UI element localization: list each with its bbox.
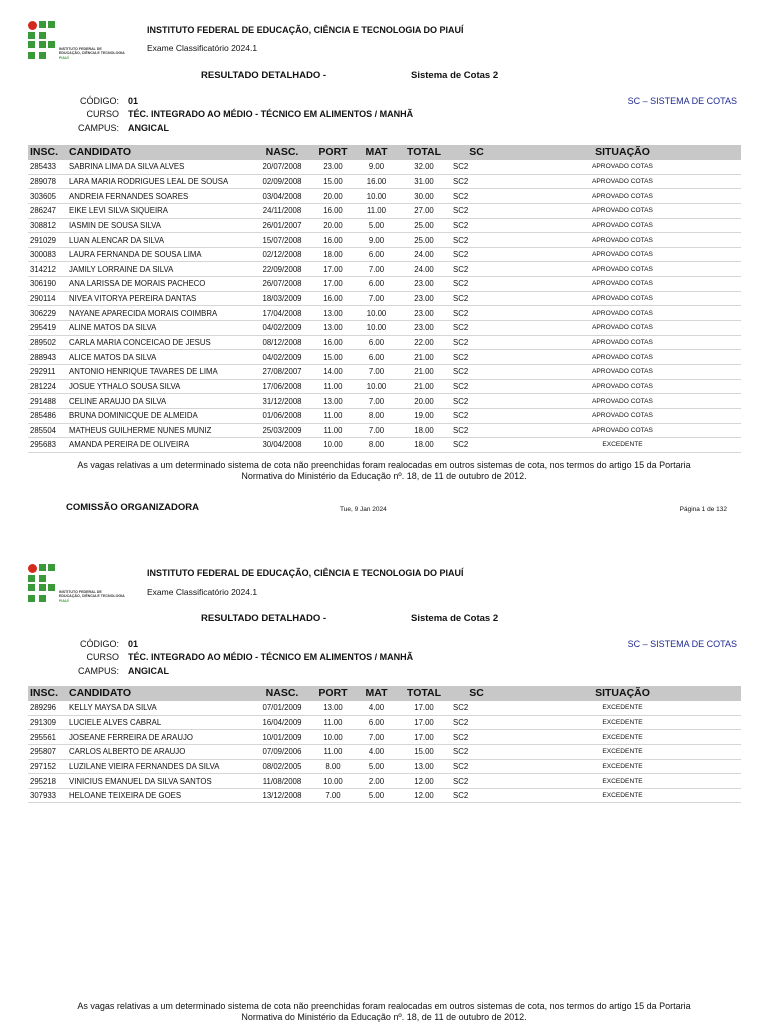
cell-mat: 8.00 <box>354 438 399 453</box>
cell-port: 16.00 <box>312 335 354 350</box>
cell-nasc: 08/02/2005 <box>252 759 312 774</box>
cell-situacao: APROVADO COTAS <box>504 262 741 277</box>
table-row <box>28 233 741 248</box>
curso-label: CURSO <box>86 652 119 662</box>
cell-insc: 297152 <box>28 759 67 774</box>
cell-sc: SC2 <box>449 160 504 174</box>
cell-nasc: 17/04/2008 <box>252 306 312 321</box>
result-title: RESULTADO DETALHADO - <box>201 613 327 624</box>
table-row <box>28 701 741 715</box>
cell-sc: SC2 <box>449 203 504 218</box>
curso-value: TÉC. INTEGRADO AO MÉDIO - TÉCNICO EM ALIMENTOS / MANHÃ <box>128 109 414 119</box>
cell-port: 14.00 <box>312 364 354 379</box>
cell-candidato: LUZILANE VIEIRA FERNANDES DA SILVA <box>67 759 252 774</box>
cell-candidato: ANTONIO HENRIQUE TAVARES DE LIMA <box>67 364 252 379</box>
campus-value: ANGICAL <box>128 123 169 133</box>
cell-total: 17.00 <box>399 730 449 745</box>
cell-candidato: LUCIELE ALVES CABRAL <box>67 715 252 730</box>
table-row <box>28 379 741 394</box>
cell-port: 13.00 <box>312 701 354 715</box>
cell-situacao: APROVADO COTAS <box>504 233 741 248</box>
cell-situacao: APROVADO COTAS <box>504 379 741 394</box>
cell-candidato: CARLOS ALBERTO DE ARAUJO <box>67 744 252 759</box>
results-table-page-2 <box>28 686 741 803</box>
cell-sc: SC2 <box>449 788 504 803</box>
cell-sc: SC2 <box>449 438 504 453</box>
cell-mat: 7.00 <box>354 730 399 745</box>
cell-mat: 16.00 <box>354 174 399 189</box>
cell-situacao: APROVADO COTAS <box>504 408 741 423</box>
cell-candidato: IASMIN DE SOUSA SILVA <box>67 218 252 233</box>
logo-red-dot-icon <box>28 21 37 30</box>
cell-insc: 306229 <box>28 306 67 321</box>
cell-insc: 295561 <box>28 730 67 745</box>
cell-nasc: 13/12/2008 <box>252 788 312 803</box>
table-row <box>28 160 741 174</box>
results-table-page-1 <box>28 145 741 453</box>
cell-insc: 281224 <box>28 379 67 394</box>
cell-nasc: 03/04/2008 <box>252 189 312 204</box>
header-mat: MAT <box>365 687 388 699</box>
cell-candidato: CELINE ARAUJO DA SILVA <box>67 394 252 409</box>
codigo-value: 01 <box>128 96 139 106</box>
cell-candidato: NIVEA VITORYA PEREIRA DANTAS <box>67 291 252 306</box>
cell-nasc: 07/09/2006 <box>252 744 312 759</box>
cell-total: 25.00 <box>399 233 449 248</box>
table-row <box>28 247 741 262</box>
logo-red-dot-icon <box>28 564 37 573</box>
campus-value: ANGICAL <box>128 666 169 676</box>
cell-port: 16.00 <box>312 233 354 248</box>
cell-insc: 307933 <box>28 788 67 803</box>
cell-candidato: NAYANE APARECIDA MORAIS COIMBRA <box>67 306 252 321</box>
table-row <box>28 744 741 759</box>
table-header <box>28 686 741 701</box>
cell-situacao: APROVADO COTAS <box>504 160 741 174</box>
cell-nasc: 08/12/2008 <box>252 335 312 350</box>
cell-candidato: VINICIUS EMANUEL DA SILVA SANTOS <box>67 774 252 789</box>
cell-port: 11.00 <box>312 744 354 759</box>
header-sc: SC <box>469 687 484 699</box>
cell-total: 22.00 <box>399 335 449 350</box>
cell-mat: 9.00 <box>354 160 399 174</box>
cell-situacao: APROVADO COTAS <box>504 218 741 233</box>
cell-sc: SC2 <box>449 218 504 233</box>
cell-sc: SC2 <box>449 350 504 365</box>
cell-total: 17.00 <box>399 715 449 730</box>
cell-nasc: 11/08/2008 <box>252 774 312 789</box>
cell-nasc: 07/01/2009 <box>252 701 312 715</box>
cell-situacao: APROVADO COTAS <box>504 189 741 204</box>
table-row <box>28 218 741 233</box>
cell-mat: 10.00 <box>354 306 399 321</box>
cell-nasc: 24/11/2008 <box>252 203 312 218</box>
codigo-value: 01 <box>128 639 139 649</box>
cell-mat: 6.00 <box>354 247 399 262</box>
cell-total: 31.00 <box>399 174 449 189</box>
cell-sc: SC2 <box>449 759 504 774</box>
cell-port: 17.00 <box>312 262 354 277</box>
table-row <box>28 759 741 774</box>
table-row <box>28 394 741 409</box>
sc-legend: SC – SISTEMA DE COTAS <box>627 96 737 106</box>
cell-sc: SC2 <box>449 715 504 730</box>
cell-insc: 286247 <box>28 203 67 218</box>
cell-insc: 295683 <box>28 438 67 453</box>
cell-port: 10.00 <box>312 438 354 453</box>
table-row <box>28 262 741 277</box>
table-row <box>28 174 741 189</box>
cell-mat: 5.00 <box>354 759 399 774</box>
cell-candidato: KELLY MAYSA DA SILVA <box>67 701 252 715</box>
cell-candidato: ALICE MATOS DA SILVA <box>67 350 252 365</box>
table-header <box>28 145 741 160</box>
header-port: PORT <box>318 687 348 699</box>
cell-mat: 6.00 <box>354 715 399 730</box>
cell-situacao: APROVADO COTAS <box>504 335 741 350</box>
cell-candidato: LUAN ALENCAR DA SILVA <box>67 233 252 248</box>
institution-logo <box>28 564 132 610</box>
cell-mat: 7.00 <box>354 423 399 438</box>
header-port: PORT <box>318 146 348 158</box>
cell-situacao: EXCEDENTE <box>504 701 741 715</box>
cell-port: 11.00 <box>312 715 354 730</box>
table-row <box>28 203 741 218</box>
cell-insc: 292911 <box>28 364 67 379</box>
cell-total: 12.00 <box>399 788 449 803</box>
cell-situacao: APROVADO COTAS <box>504 247 741 262</box>
cell-mat: 4.00 <box>354 744 399 759</box>
table-row <box>28 335 741 350</box>
cell-port: 7.00 <box>312 788 354 803</box>
table-row <box>28 423 741 438</box>
cell-mat: 4.00 <box>354 701 399 715</box>
cell-sc: SC2 <box>449 291 504 306</box>
cell-nasc: 31/12/2008 <box>252 394 312 409</box>
cell-mat: 5.00 <box>354 788 399 803</box>
cell-total: 20.00 <box>399 394 449 409</box>
sc-legend: SC – SISTEMA DE COTAS <box>627 639 737 649</box>
cell-port: 8.00 <box>312 759 354 774</box>
cell-insc: 303605 <box>28 189 67 204</box>
cell-port: 15.00 <box>312 350 354 365</box>
cell-mat: 9.00 <box>354 233 399 248</box>
cell-port: 18.00 <box>312 247 354 262</box>
cell-port: 17.00 <box>312 277 354 292</box>
cell-nasc: 02/12/2008 <box>252 247 312 262</box>
cell-candidato: ANA LARISSA DE MORAIS PACHECO <box>67 277 252 292</box>
cell-total: 21.00 <box>399 379 449 394</box>
header-total: TOTAL <box>406 146 442 158</box>
cell-sc: SC2 <box>449 364 504 379</box>
codigo-label: CÓDIGO: <box>79 639 119 649</box>
table-row <box>28 306 741 321</box>
cell-nasc: 10/01/2009 <box>252 730 312 745</box>
cell-nasc: 18/03/2009 <box>252 291 312 306</box>
cell-nasc: 25/03/2009 <box>252 423 312 438</box>
cell-candidato: JAMILY LORRAINE DA SILVA <box>67 262 252 277</box>
cell-situacao: APROVADO COTAS <box>504 364 741 379</box>
cell-sc: SC2 <box>449 335 504 350</box>
cell-situacao: APROVADO COTAS <box>504 321 741 336</box>
header-mat: MAT <box>365 146 388 158</box>
cell-port: 13.00 <box>312 394 354 409</box>
result-title: RESULTADO DETALHADO - <box>201 70 327 81</box>
cell-total: 17.00 <box>399 701 449 715</box>
table-row <box>28 364 741 379</box>
cell-nasc: 02/09/2008 <box>252 174 312 189</box>
institution-name: INSTITUTO FEDERAL DE EDUCAÇÃO, CIÊNCIA E TECNOLOGIA DO PIAUÍ <box>147 25 464 35</box>
cell-sc: SC2 <box>449 277 504 292</box>
logo-text: INSTITUTO FEDERAL DE EDUCAÇÃO, CIÊNCIA E TECNOLOGIA PIAUÍ <box>59 590 125 603</box>
print-date: Tue, 9 Jan 2024 <box>340 506 387 513</box>
cell-sc: SC2 <box>449 701 504 715</box>
cell-total: 18.00 <box>399 423 449 438</box>
table-row <box>28 350 741 365</box>
header-nasc: NASC. <box>265 146 299 158</box>
cell-insc: 289296 <box>28 701 67 715</box>
header-situacao: SITUAÇÃO <box>595 146 650 158</box>
header-total: TOTAL <box>406 687 442 699</box>
cell-port: 13.00 <box>312 306 354 321</box>
cell-port: 13.00 <box>312 321 354 336</box>
cell-situacao: EXCEDENTE <box>504 715 741 730</box>
cell-total: 23.00 <box>399 321 449 336</box>
table-row <box>28 291 741 306</box>
cell-insc: 314212 <box>28 262 67 277</box>
table-row <box>28 730 741 745</box>
cell-total: 21.00 <box>399 350 449 365</box>
table-row <box>28 438 741 453</box>
cell-nasc: 01/06/2008 <box>252 408 312 423</box>
cell-total: 30.00 <box>399 189 449 204</box>
cell-insc: 295807 <box>28 744 67 759</box>
cell-candidato: ANDREIA FERNANDES SOARES <box>67 189 252 204</box>
header-nasc: NASC. <box>265 687 299 699</box>
cell-port: 23.00 <box>312 160 354 174</box>
cell-port: 10.00 <box>312 774 354 789</box>
cell-insc: 289078 <box>28 174 67 189</box>
cell-total: 27.00 <box>399 203 449 218</box>
curso-value: TÉC. INTEGRADO AO MÉDIO - TÉCNICO EM ALIMENTOS / MANHÃ <box>128 652 414 662</box>
cell-nasc: 17/06/2008 <box>252 379 312 394</box>
cell-total: 21.00 <box>399 364 449 379</box>
cell-situacao: APROVADO COTAS <box>504 350 741 365</box>
cell-total: 24.00 <box>399 247 449 262</box>
header-insc: INSC. <box>30 146 59 158</box>
cell-mat: 6.00 <box>354 335 399 350</box>
cell-candidato: EIKE LEVI SILVA SIQUEIRA <box>67 203 252 218</box>
cell-total: 32.00 <box>399 160 449 174</box>
cell-insc: 295419 <box>28 321 67 336</box>
cell-mat: 10.00 <box>354 321 399 336</box>
cell-total: 23.00 <box>399 291 449 306</box>
cell-sc: SC2 <box>449 306 504 321</box>
cell-sc: SC2 <box>449 189 504 204</box>
cell-sc: SC2 <box>449 321 504 336</box>
cell-candidato: JOSUE YTHALO SOUSA SILVA <box>67 379 252 394</box>
cell-candidato: SABRINA LIMA DA SILVA ALVES <box>67 160 252 174</box>
cell-nasc: 26/01/2007 <box>252 218 312 233</box>
cell-port: 10.00 <box>312 730 354 745</box>
cell-insc: 289502 <box>28 335 67 350</box>
cell-insc: 285504 <box>28 423 67 438</box>
cell-mat: 6.00 <box>354 350 399 365</box>
cell-port: 16.00 <box>312 291 354 306</box>
header-situacao: SITUAÇÃO <box>595 687 650 699</box>
cell-mat: 10.00 <box>354 189 399 204</box>
cell-total: 13.00 <box>399 759 449 774</box>
cell-situacao: APROVADO COTAS <box>504 203 741 218</box>
cell-candidato: LARA MARIA RODRIGUES LEAL DE SOUSA <box>67 174 252 189</box>
cell-sc: SC2 <box>449 174 504 189</box>
cell-nasc: 27/08/2007 <box>252 364 312 379</box>
cell-situacao: EXCEDENTE <box>504 759 741 774</box>
header-candidato: CANDIDATO <box>69 146 132 158</box>
quota-note: As vagas relativas a um determinado sistema de cota não preenchidas foram realocadas em outros sistemas de cota, nos termos do artigo 15 da Portaria Normativa do Ministério da Educação nº. 18, de 11 de outubro de 2012. <box>77 1001 691 1022</box>
cell-candidato: ALINE MATOS DA SILVA <box>67 321 252 336</box>
cell-port: 16.00 <box>312 203 354 218</box>
cell-sc: SC2 <box>449 233 504 248</box>
cell-candidato: AMANDA PEREIRA DE OLIVEIRA <box>67 438 252 453</box>
cell-mat: 10.00 <box>354 379 399 394</box>
cell-situacao: APROVADO COTAS <box>504 174 741 189</box>
cell-sc: SC2 <box>449 379 504 394</box>
cell-situacao: APROVADO COTAS <box>504 394 741 409</box>
cell-candidato: HELOANE TEIXEIRA DE GOES <box>67 788 252 803</box>
cell-sc: SC2 <box>449 730 504 745</box>
cell-total: 12.00 <box>399 774 449 789</box>
cell-situacao: EXCEDENTE <box>504 744 741 759</box>
cell-mat: 7.00 <box>354 291 399 306</box>
cell-situacao: APROVADO COTAS <box>504 306 741 321</box>
cell-insc: 285486 <box>28 408 67 423</box>
campus-label: CAMPUS: <box>77 666 119 676</box>
cell-situacao: EXCEDENTE <box>504 774 741 789</box>
table-row <box>28 408 741 423</box>
header-insc: INSC. <box>30 687 59 699</box>
cell-insc: 285433 <box>28 160 67 174</box>
cell-mat: 2.00 <box>354 774 399 789</box>
table-row <box>28 189 741 204</box>
cell-total: 24.00 <box>399 262 449 277</box>
cell-total: 23.00 <box>399 306 449 321</box>
cell-total: 15.00 <box>399 744 449 759</box>
exam-name: Exame Classificatório 2024.1 <box>147 587 258 597</box>
quota-system-title: Sistema de Cotas 2 <box>411 613 499 624</box>
cell-sc: SC2 <box>449 408 504 423</box>
table-row <box>28 788 741 803</box>
campus-label: CAMPUS: <box>77 123 119 133</box>
cell-situacao: EXCEDENTE <box>504 788 741 803</box>
cell-nasc: 04/02/2009 <box>252 350 312 365</box>
cell-situacao: EXCEDENTE <box>504 438 741 453</box>
cell-port: 15.00 <box>312 174 354 189</box>
cell-nasc: 20/07/2008 <box>252 160 312 174</box>
cell-total: 19.00 <box>399 408 449 423</box>
table-row <box>28 321 741 336</box>
quota-note: As vagas relativas a um determinado sistema de cota não preenchidas foram realocadas em outros sistemas de cota, nos termos do artigo 15 da Portaria Normativa do Ministério da Educação nº. 18, de 11 de outubro de 2012. <box>77 460 691 481</box>
curso-label: CURSO <box>86 109 119 119</box>
cell-mat: 7.00 <box>354 394 399 409</box>
cell-mat: 8.00 <box>354 408 399 423</box>
cell-mat: 5.00 <box>354 218 399 233</box>
cell-situacao: EXCEDENTE <box>504 730 741 745</box>
codigo-label: CÓDIGO: <box>79 96 119 106</box>
page-number: Página 1 de 132 <box>679 506 727 513</box>
cell-port: 20.00 <box>312 189 354 204</box>
cell-port: 11.00 <box>312 408 354 423</box>
cell-port: 11.00 <box>312 379 354 394</box>
cell-sc: SC2 <box>449 247 504 262</box>
header-sc: SC <box>469 146 484 158</box>
institution-logo <box>28 21 132 67</box>
cell-mat: 11.00 <box>354 203 399 218</box>
cell-insc: 306190 <box>28 277 67 292</box>
cell-situacao: APROVADO COTAS <box>504 291 741 306</box>
cell-candidato: MATHEUS GUILHERME NUNES MUNIZ <box>67 423 252 438</box>
quota-system-title: Sistema de Cotas 2 <box>411 70 499 81</box>
cell-insc: 308812 <box>28 218 67 233</box>
cell-mat: 6.00 <box>354 277 399 292</box>
cell-candidato: BRUNA DOMINICQUE DE ALMEIDA <box>67 408 252 423</box>
cell-insc: 291488 <box>28 394 67 409</box>
cell-nasc: 30/04/2008 <box>252 438 312 453</box>
committee-label: COMISSÃO ORGANIZADORA <box>66 502 199 513</box>
cell-nasc: 16/04/2009 <box>252 715 312 730</box>
cell-situacao: APROVADO COTAS <box>504 423 741 438</box>
cell-sc: SC2 <box>449 394 504 409</box>
logo-text: INSTITUTO FEDERAL DE EDUCAÇÃO, CIÊNCIA E TECNOLOGIA PIAUÍ <box>59 47 125 60</box>
cell-insc: 288943 <box>28 350 67 365</box>
cell-nasc: 22/09/2008 <box>252 262 312 277</box>
cell-mat: 7.00 <box>354 364 399 379</box>
cell-insc: 295218 <box>28 774 67 789</box>
cell-total: 18.00 <box>399 438 449 453</box>
table-row <box>28 715 741 730</box>
cell-total: 25.00 <box>399 218 449 233</box>
cell-port: 11.00 <box>312 423 354 438</box>
table-row <box>28 277 741 292</box>
cell-sc: SC2 <box>449 774 504 789</box>
cell-port: 20.00 <box>312 218 354 233</box>
exam-name: Exame Classificatório 2024.1 <box>147 43 258 53</box>
cell-insc: 290114 <box>28 291 67 306</box>
cell-candidato: JOSEANE FERREIRA DE ARAUJO <box>67 730 252 745</box>
cell-nasc: 04/02/2009 <box>252 321 312 336</box>
cell-total: 23.00 <box>399 277 449 292</box>
cell-situacao: APROVADO COTAS <box>504 277 741 292</box>
cell-sc: SC2 <box>449 744 504 759</box>
cell-sc: SC2 <box>449 262 504 277</box>
cell-sc: SC2 <box>449 423 504 438</box>
cell-nasc: 15/07/2008 <box>252 233 312 248</box>
cell-mat: 7.00 <box>354 262 399 277</box>
cell-candidato: LAURA FERNANDA DE SOUSA LIMA <box>67 247 252 262</box>
cell-insc: 291309 <box>28 715 67 730</box>
table-row <box>28 774 741 789</box>
cell-insc: 291029 <box>28 233 67 248</box>
cell-insc: 300083 <box>28 247 67 262</box>
institution-name: INSTITUTO FEDERAL DE EDUCAÇÃO, CIÊNCIA E TECNOLOGIA DO PIAUÍ <box>147 568 464 578</box>
cell-nasc: 26/07/2008 <box>252 277 312 292</box>
cell-candidato: CARLA MARIA CONCEICAO DE JESUS <box>67 335 252 350</box>
header-candidato: CANDIDATO <box>69 687 132 699</box>
